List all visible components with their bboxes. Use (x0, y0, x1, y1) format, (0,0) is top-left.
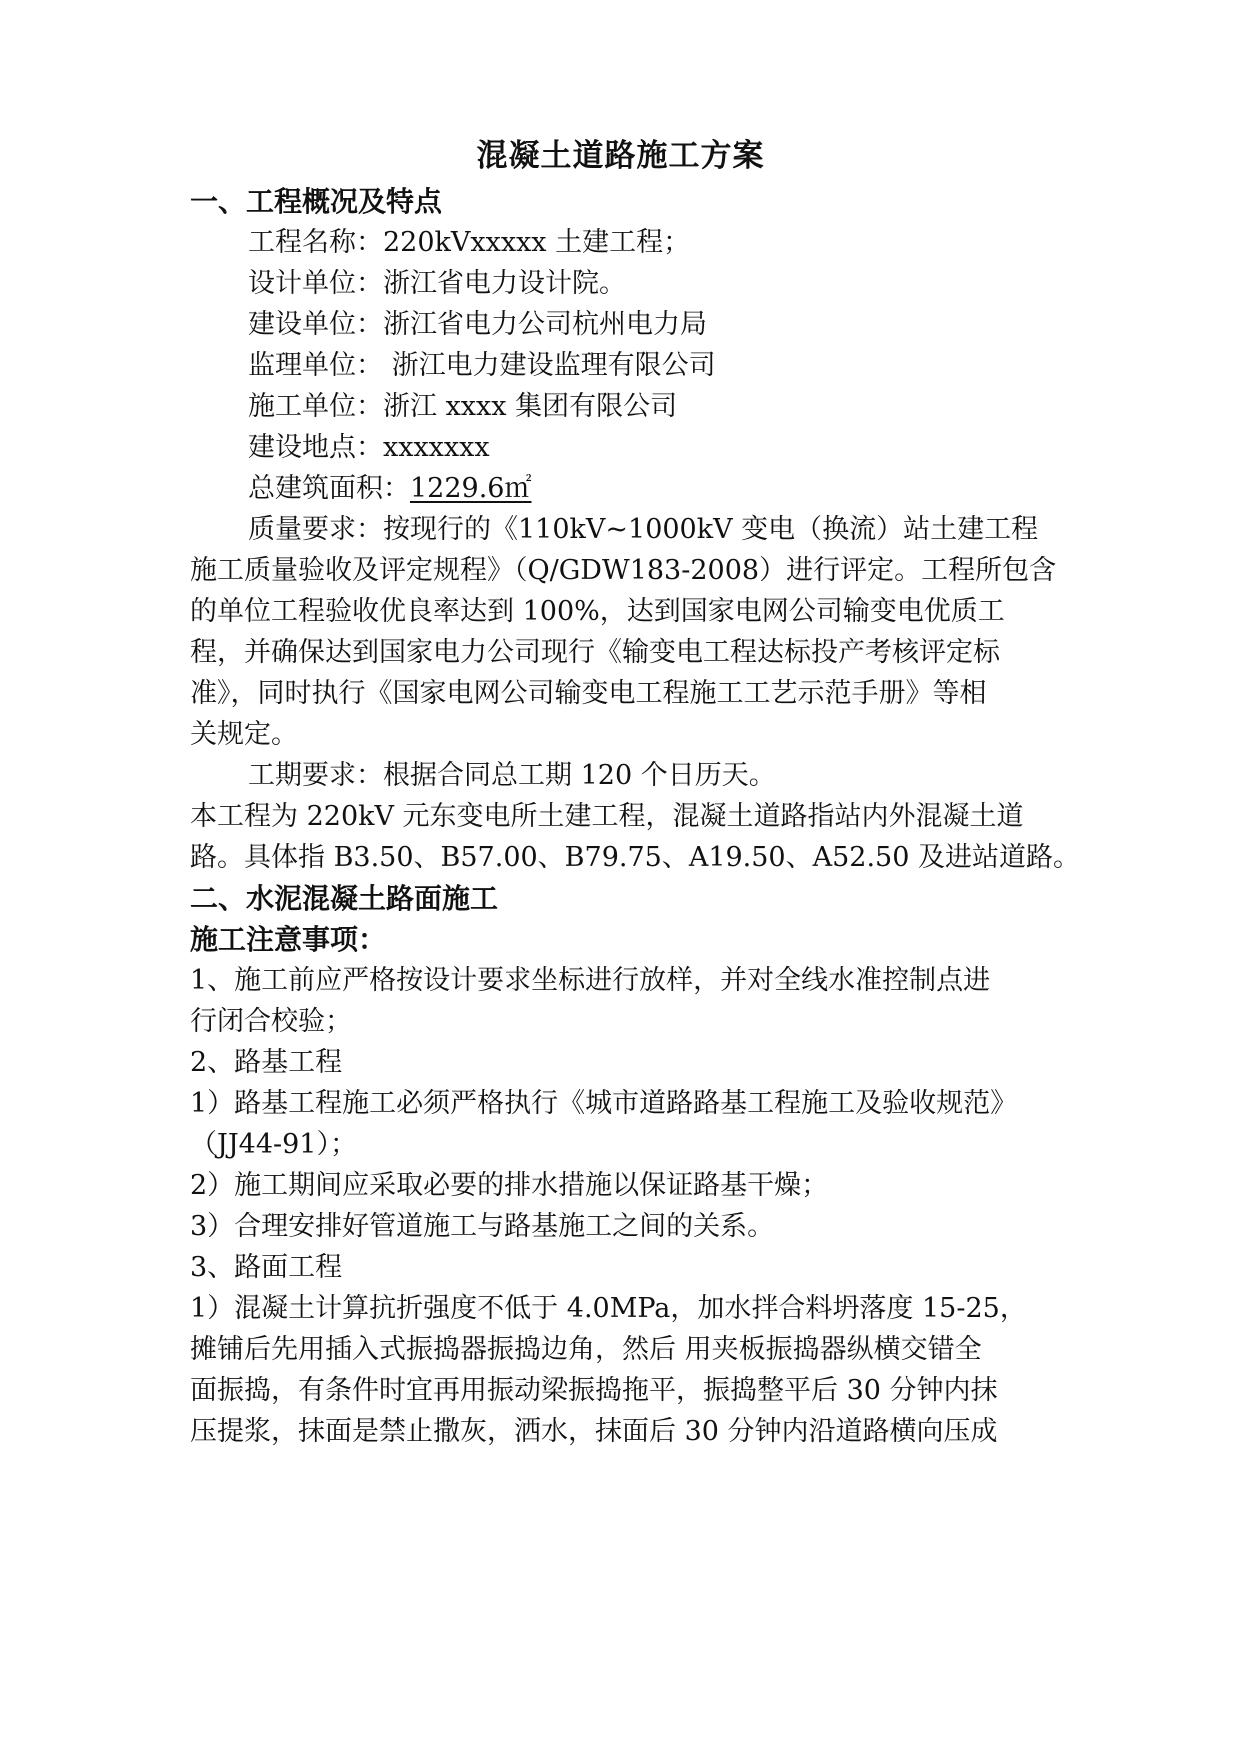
owner-unit-line: 建设单位：浙江省电力公司杭州电力局 (248, 309, 707, 340)
scope-line: 路。具体指 B3.50、B57.00、B79.75、A19.50、A52.50 及进站道路。 (190, 842, 1080, 873)
schedule-line: 工期要求：根据合同总工期 120 个日历天。 (248, 760, 776, 791)
section-1-heading: 一、工程概况及特点 (190, 185, 443, 218)
document-title: 混凝土道路施工方案 (476, 138, 765, 174)
body-line: 3）合理安排好管道施工与路基施工之间的关系。 (190, 1211, 775, 1242)
total-area-line (248, 469, 531, 509)
body-line: 1）路基工程施工必须严格执行《城市道路路基工程施工及验收规范》 (190, 1088, 1018, 1119)
body-line: 2）施工期间应采取必要的排水措施以保证路基干燥； (190, 1170, 829, 1201)
quality-line: 准》，同时执行《国家电网公司输变电工程施工工艺示范手册》等相 (190, 678, 987, 709)
body-line: 行闭合校验； (190, 1006, 352, 1037)
quality-line: 程，并确保达到国家电力公司现行《输变电工程达标投产考核评定标 (190, 637, 1000, 668)
location-line: 建设地点：xxxxxxx (248, 432, 490, 463)
body-line: 面振捣，有条件时宜再用振动梁振捣拖平，振捣整平后 30 分钟内抹 (190, 1375, 998, 1406)
total-area-label: 总建筑面积： (248, 473, 410, 504)
contractor-unit-line: 施工单位：浙江 xxxx 集团有限公司 (248, 391, 678, 422)
section-2-heading: 二、水泥混凝土路面施工 (190, 882, 499, 915)
total-area-value: 1229.6㎡ (410, 473, 532, 504)
body-line: 3、路面工程 (190, 1252, 343, 1283)
body-line: 1、施工前应严格按设计要求坐标进行放样，并对全线水准控制点进 (190, 965, 991, 996)
body-line: 2、路基工程 (190, 1047, 343, 1078)
body-line: 1）混凝土计算抗折强度不低于 4.0MPa，加水拌合料坍落度 15-25， (190, 1293, 1027, 1324)
body-line: 摊铺后先用插入式振捣器振捣边角，然后 用夹板振捣器纵横交错全 (190, 1334, 982, 1365)
supervisor-unit-line: 监理单位： 浙江电力建设监理有限公司 (248, 350, 716, 381)
body-line: （JJ44-91）； (190, 1129, 357, 1160)
quality-line: 的单位工程验收优良率达到 100%，达到国家电网公司输变电优质工 (190, 596, 1005, 627)
precautions-heading: 施工注意事项： (190, 923, 387, 956)
quality-line: 质量要求：按现行的《110kV~1000kV 变电（换流）站土建工程 (248, 514, 1039, 545)
design-unit-line: 设计单位：浙江省电力设计院。 (248, 268, 626, 299)
scope-line: 本工程为 220kV 元东变电所土建工程，混凝土道路指站内外混凝土道 (190, 801, 1024, 832)
quality-line: 关规定。 (190, 719, 298, 750)
project-name-line: 工程名称：220kVxxxxx 土建工程； (248, 227, 691, 258)
quality-line: 施工质量验收及评定规程》（Q/GDW183-2008）进行评定。工程所包含 (190, 555, 1057, 586)
body-line: 压提浆，抹面是禁止撒灰，洒水，抹面后 30 分钟内沿道路横向压成 (190, 1416, 998, 1447)
